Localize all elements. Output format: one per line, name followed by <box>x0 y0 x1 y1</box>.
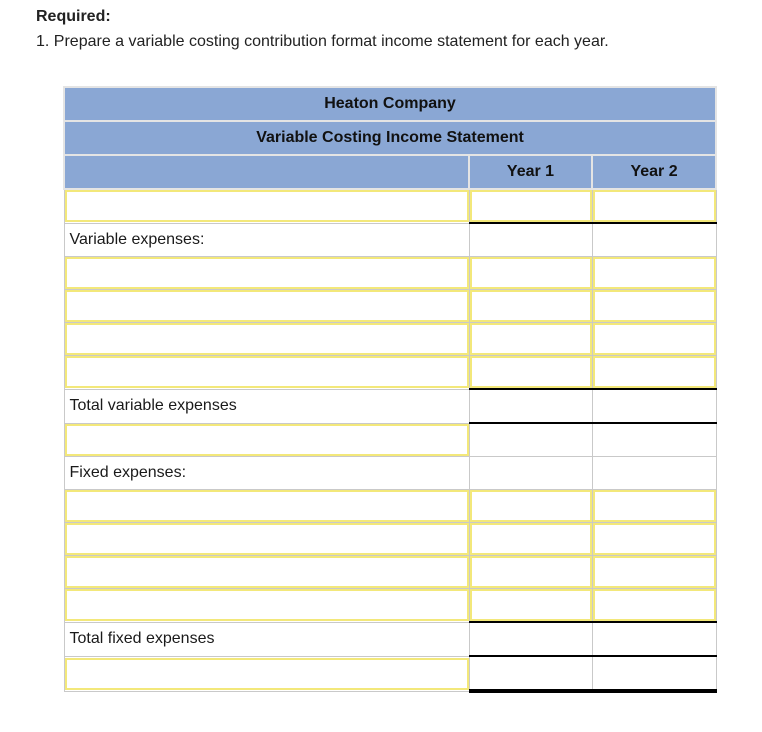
net-operating-income-year-1 <box>469 656 592 691</box>
variable-expenses-label: Variable expenses: <box>64 223 469 257</box>
company-name: Heaton Company <box>64 87 716 121</box>
fixed-expense-year-2-input[interactable] <box>593 490 716 522</box>
fixed-expense-label-input[interactable] <box>65 523 469 555</box>
variable-expense-year-2-input[interactable] <box>593 290 716 322</box>
total-variable-expenses-label: Total variable expenses <box>64 389 469 423</box>
contribution-margin-label-input[interactable] <box>65 424 469 456</box>
variable-expense-year-2-input[interactable] <box>593 356 716 388</box>
variable-expense-row <box>64 257 716 290</box>
variable-expense-label-input[interactable] <box>65 323 469 355</box>
variable-expense-row <box>64 323 716 356</box>
fixed-expense-label-input[interactable] <box>65 589 469 621</box>
contribution-margin-row <box>64 423 716 457</box>
variable-expense-year-1-input[interactable] <box>470 356 592 388</box>
statement-title: Variable Costing Income Statement <box>64 121 716 155</box>
variable-expense-year-2-input[interactable] <box>593 323 716 355</box>
total-fixed-expenses-label: Total fixed expenses <box>64 622 469 656</box>
fixed-expense-row <box>64 490 716 523</box>
column-header-row <box>64 155 716 189</box>
total-fixed-expenses-row <box>64 622 716 656</box>
variable-expense-year-2-input[interactable] <box>593 257 716 289</box>
total-variable-year-1 <box>469 389 592 423</box>
variable-expense-label-input[interactable] <box>65 356 469 388</box>
fixed-expense-year-1-input[interactable] <box>470 490 592 522</box>
net-operating-income-label-input[interactable] <box>65 658 469 690</box>
fixed-expense-year-1-input[interactable] <box>470 523 592 555</box>
net-operating-income-row <box>64 656 716 691</box>
contribution-margin-year-2 <box>592 423 716 457</box>
sales-year-1-input[interactable] <box>470 190 592 222</box>
fixed-expense-year-2-input[interactable] <box>593 523 716 555</box>
label-column-header <box>64 155 469 189</box>
total-variable-expenses-row <box>64 389 716 423</box>
fixed-expense-row <box>64 589 716 623</box>
variable-expense-label-input[interactable] <box>65 257 469 289</box>
sales-year-2-input[interactable] <box>593 190 716 222</box>
variable-expense-year-1-input[interactable] <box>470 323 592 355</box>
variable-expense-row <box>64 356 716 390</box>
fixed-expense-year-1-input[interactable] <box>470 556 592 588</box>
variable-expense-year-1-input[interactable] <box>470 257 592 289</box>
fixed-expense-label-input[interactable] <box>65 556 469 588</box>
income-statement-table <box>63 86 717 693</box>
sales-row <box>64 189 716 223</box>
variable-expenses-heading-row <box>64 223 716 257</box>
required-heading: Required: <box>36 8 111 25</box>
total-variable-year-2 <box>592 389 716 423</box>
instruction-text: 1. Prepare a variable costing contribution format income statement for each year. <box>36 33 609 50</box>
company-name-row <box>64 87 716 121</box>
fixed-expense-year-2-input[interactable] <box>593 589 716 621</box>
fixed-expense-year-2-input[interactable] <box>593 556 716 588</box>
net-operating-income-year-2 <box>592 656 716 691</box>
year-2-header: Year 2 <box>592 155 716 189</box>
variable-expense-year-1-input[interactable] <box>470 290 592 322</box>
fixed-expense-row <box>64 523 716 556</box>
total-fixed-year-2 <box>592 622 716 656</box>
variable-expense-row <box>64 290 716 323</box>
total-fixed-year-1 <box>469 622 592 656</box>
year-1-header: Year 1 <box>469 155 592 189</box>
sales-label-input[interactable] <box>65 190 469 222</box>
fixed-expense-year-1-input[interactable] <box>470 589 592 621</box>
variable-expense-label-input[interactable] <box>65 290 469 322</box>
fixed-expenses-label: Fixed expenses: <box>64 457 469 490</box>
fixed-expense-row <box>64 556 716 589</box>
fixed-expenses-heading-row <box>64 457 716 490</box>
statement-title-row <box>64 121 716 155</box>
contribution-margin-year-1 <box>469 423 592 457</box>
fixed-expense-label-input[interactable] <box>65 490 469 522</box>
